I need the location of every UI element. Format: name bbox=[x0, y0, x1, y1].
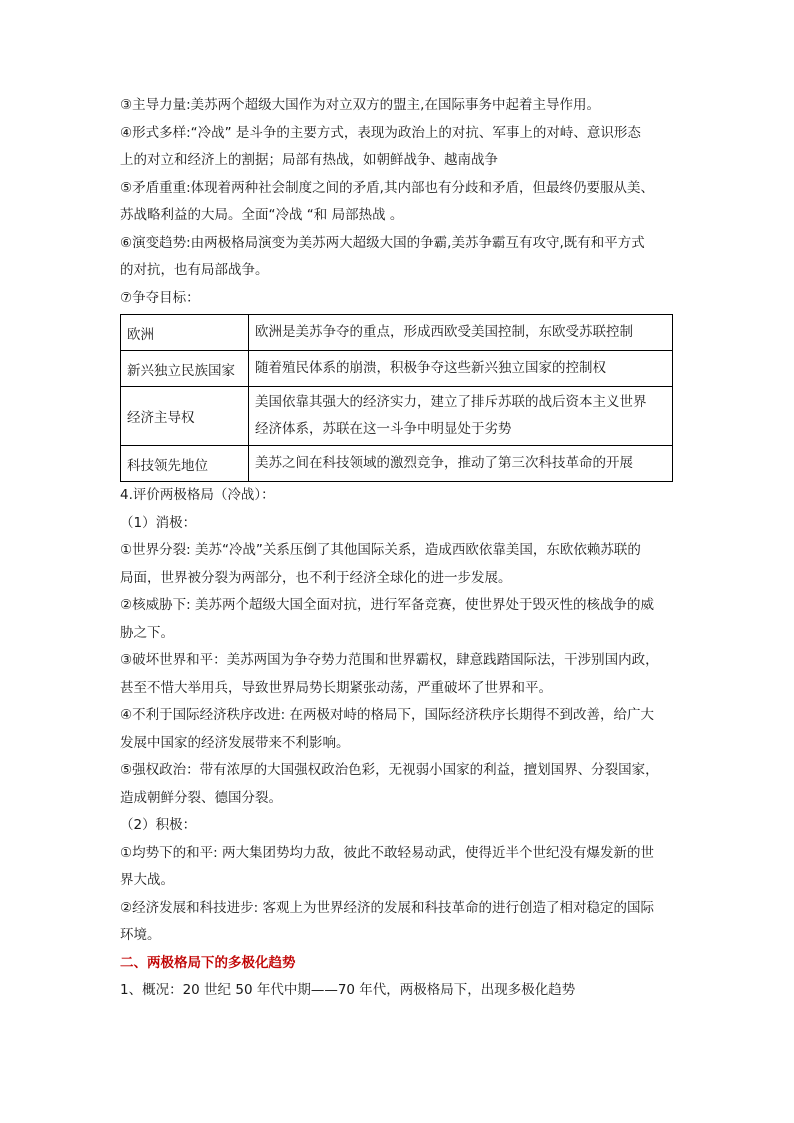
text-line: ④形式多样:“冷战” 是斗争的主要方式，表现为政治上的对抗、军事上的对峙、意识形态 bbox=[120, 124, 641, 141]
text-line: ⑤强权政治：带有浓厚的大国强权政治色彩，无视弱小国家的利益，擅划国界、分裂国家， bbox=[120, 762, 659, 778]
cell-text: 美国依靠其强大的经济实力，建立了排斥苏联的战后资本主义世界 bbox=[255, 394, 647, 410]
text-line: ③主导力量:美苏两个超级大国作为对立双方的盟主,在国际事务中起着主导作用。 bbox=[120, 97, 600, 113]
text-line: 上的对立和经济上的割据；局部有热战，如朝鲜战争、越南战争 bbox=[120, 152, 498, 168]
text-line: 环境。 bbox=[120, 927, 161, 943]
table-cell-value bbox=[249, 446, 673, 482]
text-line: ④不利于国际经济秩序改进: 在两极对峙的格局下，国际经济秩序长期得不到改善，给广大 bbox=[120, 707, 654, 723]
text-line: 造成朝鲜分裂、德国分裂。 bbox=[120, 789, 282, 806]
text-line: 局面，世界被分裂为两部分，也不利于经济全球化的进一步发展。 bbox=[120, 569, 512, 586]
text-line: 1、概况：20 世纪 50 年代中期——70 年代，两极格局下，出现多极化趋势 bbox=[120, 982, 576, 998]
text-line: 的对抗，也有局部战争。 bbox=[120, 262, 269, 278]
paragraph-bottom-block bbox=[120, 482, 675, 950]
text-line: ②核威胁下: 美苏两个超级大国全面对抗，进行军备竞赛，使世界处于毁灭性的核战争的威 bbox=[120, 597, 654, 613]
table-cell-value bbox=[249, 351, 673, 387]
text-line: ③破坏世界和平：美苏两国为争夺势力范围和世界霸权，肆意践踏国际法，干涉别国内政， bbox=[120, 652, 659, 668]
table-cell-value bbox=[249, 315, 673, 351]
table-cell-key: 科技领先地位 bbox=[121, 446, 249, 482]
text-line: ①世界分裂: 美苏“冷战”关系压倒了其他国际关系，造成西欧依靠美国，东欧依赖苏联的 bbox=[120, 542, 641, 558]
text-line: （2）积极： bbox=[120, 817, 197, 833]
competition-targets-table bbox=[120, 314, 673, 482]
text-line: 胁之下。 bbox=[120, 624, 174, 641]
text-line: ⑤矛盾重重:体现着两种社会制度之间的矛盾,其内部也有分歧和矛盾，但最终仍要服从美、 bbox=[120, 179, 654, 196]
table-row bbox=[121, 387, 673, 446]
text-line: ⑥演变趋势:由两极格局演变为美苏两大超级大国的争霸,美苏争霸互有攻守,既有和平方式 bbox=[120, 234, 645, 251]
table-cell-key: 欧洲 bbox=[121, 315, 249, 351]
text-line: ①均势下的和平: 两大集团势均力敌，彼此不敢轻易动武，使得近半个世纪没有爆发新的世 bbox=[120, 844, 654, 861]
table-row bbox=[121, 351, 673, 387]
text-line: 发展中国家的经济发展带来不利影响。 bbox=[120, 734, 350, 751]
cell-text: 随着殖民体系的崩溃，积极争夺这些新兴独立国家的控制权 bbox=[255, 360, 606, 376]
text-line: 苏战略利益的大局。全面“冷战 “和 局部热战 。 bbox=[120, 207, 404, 223]
text-line: 4.评价两极格局（冷战）： bbox=[120, 487, 275, 503]
text-line: 甚至不惜大举用兵，导致世界局势长期紧张动荡，严重破坏了世界和平。 bbox=[120, 679, 552, 696]
text-line: 界大战。 bbox=[120, 872, 174, 888]
section-heading: 二、两极格局下的多极化趋势 bbox=[120, 954, 296, 971]
document-page bbox=[120, 92, 675, 1005]
cell-text: 经济体系，苏联在这一斗争中明显处于劣势 bbox=[255, 421, 512, 437]
text-line: （1）消极： bbox=[120, 514, 197, 531]
text-line: ②经济发展和科技进步: 客观上为世界经济的发展和科技革命的进行创造了相对稳定的国际 bbox=[120, 899, 654, 916]
table-cell-value bbox=[249, 387, 673, 446]
table-row bbox=[121, 446, 673, 482]
cell-text: 美苏之间在科技领域的激烈竞争，推动了第三次科技革命的开展 bbox=[255, 455, 633, 471]
table-cell-key: 经济主导权 bbox=[121, 387, 249, 446]
paragraph-top-block bbox=[120, 92, 675, 312]
cell-text: 欧洲是美苏争夺的重点，形成西欧受美国控制，东欧受苏联控制 bbox=[255, 324, 633, 340]
table-row bbox=[121, 315, 673, 351]
text-line: ⑦争夺目标： bbox=[120, 289, 200, 306]
table-cell-key: 新兴独立民族国家 bbox=[121, 351, 249, 387]
